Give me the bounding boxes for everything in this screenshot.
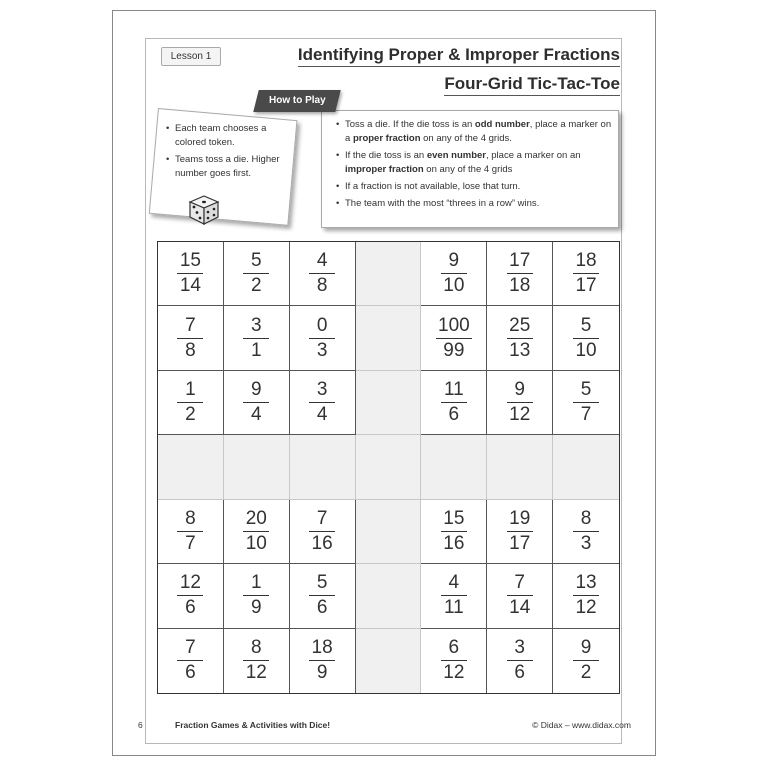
fraction-numerator: 20 <box>243 509 269 532</box>
grid-cell <box>290 306 356 370</box>
grid-cell <box>290 500 356 564</box>
how-to-play-label: How to Play <box>268 95 326 106</box>
right-rule-item <box>336 118 612 146</box>
grid-cell <box>487 242 553 306</box>
fraction-numerator: 7 <box>309 509 335 532</box>
fraction-denominator: 3 <box>316 339 328 361</box>
fraction <box>309 251 335 296</box>
fraction-denominator: 11 <box>443 597 464 619</box>
fraction <box>441 380 467 425</box>
page-number: 6 <box>138 720 143 730</box>
grid-cell <box>553 371 619 435</box>
fraction <box>507 509 533 554</box>
fraction <box>177 509 203 554</box>
grid-cell <box>553 242 619 306</box>
right-rules-list <box>336 118 612 214</box>
fraction-denominator: 2 <box>250 275 262 297</box>
rule-text-post: on any of the 4 grids. <box>420 133 512 144</box>
grid-cell <box>224 564 290 628</box>
fraction-denominator: 10 <box>245 532 267 554</box>
fraction-numerator: 4 <box>309 251 335 274</box>
right-rule-item <box>336 197 612 211</box>
grid-cell <box>421 242 487 306</box>
fraction-denominator: 18 <box>509 275 531 297</box>
fraction <box>507 316 533 361</box>
grid-cell <box>224 500 290 564</box>
fraction-numerator: 3 <box>309 380 335 403</box>
grid-blank-cell <box>356 242 422 306</box>
grid-cell <box>553 500 619 564</box>
fraction-numerator: 5 <box>309 573 335 596</box>
grid-cell <box>487 564 553 628</box>
fraction <box>507 251 533 296</box>
grid-blank-cell <box>553 435 619 499</box>
fraction <box>573 509 599 554</box>
fraction <box>309 509 335 554</box>
fraction-denominator: 16 <box>311 532 333 554</box>
fraction-numerator: 12 <box>177 573 203 596</box>
grid-cell <box>421 500 487 564</box>
fraction <box>573 638 599 683</box>
fraction-denominator: 13 <box>509 339 531 361</box>
rule-text-pre: If the die toss is an <box>345 150 427 161</box>
left-rule-item: • Each team chooses a colored token. <box>166 122 294 150</box>
fraction <box>243 509 269 554</box>
grid-cell <box>553 629 619 693</box>
grid-blank-cell <box>356 564 422 628</box>
fraction <box>573 251 599 296</box>
fraction-denominator: 3 <box>580 532 592 554</box>
grid-cell <box>158 306 224 370</box>
fraction <box>309 638 335 683</box>
fraction <box>243 251 269 296</box>
fraction-numerator: 6 <box>441 638 467 661</box>
grid-cell <box>553 564 619 628</box>
rule-text-bold2: improper fraction <box>345 164 424 175</box>
fraction-numerator: 0 <box>309 316 335 339</box>
fraction <box>507 573 533 618</box>
rule-text-post: on any of the 4 grids <box>423 164 513 175</box>
fraction <box>441 251 467 296</box>
grid-cell <box>487 500 553 564</box>
fraction <box>243 380 269 425</box>
fraction-numerator: 9 <box>573 638 599 661</box>
fraction-denominator: 12 <box>443 662 465 684</box>
fraction-denominator: 14 <box>179 275 201 297</box>
fraction-denominator: 6 <box>185 662 196 684</box>
fraction-numerator: 18 <box>309 638 335 661</box>
how-to-play-tab <box>253 90 340 112</box>
page-subtitle: Four-Grid Tic-Tac-Toe <box>444 74 620 96</box>
fraction-numerator: 18 <box>573 251 599 274</box>
fraction-numerator: 3 <box>243 316 269 339</box>
rule-text-pre: The team with the most “threes in a row” wins. <box>345 198 540 209</box>
fraction-denominator: 7 <box>580 404 592 426</box>
lesson-label: Lesson 1 <box>161 47 221 66</box>
page-title: Identifying Proper & Improper Fractions <box>298 45 620 67</box>
fraction-numerator: 5 <box>573 380 599 403</box>
fraction <box>243 638 269 683</box>
fraction-numerator: 13 <box>573 573 599 596</box>
fraction-numerator: 9 <box>243 380 269 403</box>
grid-blank-cell <box>356 435 422 499</box>
fraction-numerator: 1 <box>243 573 269 596</box>
fraction <box>177 573 203 618</box>
grid-cell <box>224 629 290 693</box>
grid-cell <box>290 242 356 306</box>
fraction-numerator: 19 <box>507 509 533 532</box>
fraction <box>309 573 335 618</box>
left-rules-list <box>166 122 294 184</box>
grid-blank-cell <box>356 306 422 370</box>
grid-cell <box>290 629 356 693</box>
fraction-numerator: 9 <box>507 380 533 403</box>
fraction-denominator: 99 <box>443 339 465 361</box>
book-title: Fraction Games & Activities with Dice! <box>175 720 331 730</box>
rule-text-pre: Toss a die. If the die toss is an <box>345 119 475 130</box>
grid-cell <box>158 564 224 628</box>
fraction <box>177 380 203 425</box>
fraction <box>507 380 533 425</box>
fraction-denominator: 17 <box>509 532 531 554</box>
fraction-numerator: 11 <box>441 380 467 403</box>
fraction-denominator: 10 <box>443 275 465 297</box>
fraction-numerator: 15 <box>441 509 467 532</box>
fraction <box>243 316 269 361</box>
fraction-numerator: 8 <box>573 509 599 532</box>
copyright: © Didax – www.didax.com <box>532 720 631 730</box>
fraction-numerator: 15 <box>177 251 203 274</box>
grid-cell <box>487 306 553 370</box>
rule-text-bold: even number <box>426 150 486 161</box>
fraction <box>441 573 467 618</box>
right-rule-item <box>336 149 612 177</box>
grid-cell <box>158 242 224 306</box>
fraction-numerator: 4 <box>441 573 467 596</box>
fraction-numerator: 7 <box>177 638 203 661</box>
grid-cell <box>421 306 487 370</box>
fraction-denominator: 16 <box>443 532 465 554</box>
grid-blank-cell <box>356 500 422 564</box>
fraction <box>573 573 599 618</box>
right-rule-item <box>336 180 612 194</box>
fraction <box>441 509 467 554</box>
fraction <box>177 638 203 683</box>
grid-cell <box>487 371 553 435</box>
fraction <box>177 251 203 296</box>
grid-blank-cell <box>487 435 553 499</box>
left-rule-item: • Teams toss a die. Higher number goes first. <box>166 153 294 181</box>
fraction-numerator: 25 <box>507 316 533 339</box>
fraction-denominator: 1 <box>250 339 262 361</box>
fraction-numerator: 17 <box>507 251 533 274</box>
fraction <box>177 316 203 361</box>
grid-cell <box>158 629 224 693</box>
fraction <box>436 316 472 361</box>
grid-cell <box>224 242 290 306</box>
fraction-denominator: 9 <box>316 662 328 684</box>
fraction-denominator: 2 <box>185 404 196 426</box>
grid-blank-cell <box>290 435 356 499</box>
grid-blank-cell <box>356 629 422 693</box>
fraction-denominator: 6 <box>185 597 196 619</box>
grid-cell <box>421 629 487 693</box>
grid-cell <box>158 500 224 564</box>
fraction-denominator: 4 <box>250 404 262 426</box>
fraction-denominator: 6 <box>448 404 460 426</box>
fraction <box>309 316 335 361</box>
grid-cell <box>224 306 290 370</box>
fraction-denominator: 14 <box>509 597 531 619</box>
tic-tac-toe-grid <box>157 241 620 694</box>
fraction <box>507 638 533 683</box>
grid-blank-cell <box>158 435 224 499</box>
fraction-numerator: 5 <box>243 251 269 274</box>
fraction-denominator: 12 <box>575 597 597 619</box>
grid-cell <box>553 306 619 370</box>
rule-text-bold: odd number <box>474 119 530 130</box>
fraction-numerator: 3 <box>507 638 533 661</box>
fraction-numerator: 9 <box>441 251 467 274</box>
grid-blank-cell <box>421 435 487 499</box>
fraction-denominator: 6 <box>514 662 525 684</box>
grid-cell <box>487 629 553 693</box>
fraction-denominator: 12 <box>245 662 267 684</box>
grid-cell <box>290 371 356 435</box>
fraction-denominator: 2 <box>580 662 592 684</box>
rule-text-mid: , place a marker on a <box>345 119 612 144</box>
fraction-denominator: 8 <box>316 275 328 297</box>
grid-blank-cell <box>356 371 422 435</box>
fraction-numerator: 1 <box>177 380 203 403</box>
rule-text-pre: If a fraction is not available, lose that turn. <box>345 181 521 192</box>
fraction <box>441 638 467 683</box>
grid-cell <box>158 371 224 435</box>
fraction-denominator: 9 <box>250 597 262 619</box>
die-icon <box>186 190 222 226</box>
fraction-numerator: 8 <box>243 638 269 661</box>
fraction-denominator: 10 <box>575 339 597 361</box>
fraction-numerator: 100 <box>436 316 472 339</box>
grid-cell <box>290 564 356 628</box>
rule-text-bold2: proper fraction <box>352 133 421 144</box>
grid-blank-cell <box>224 435 290 499</box>
fraction-denominator: 12 <box>509 404 531 426</box>
fraction-denominator: 7 <box>185 532 196 554</box>
fraction-denominator: 8 <box>185 339 196 361</box>
rule-text-mid: , place a marker on an <box>486 150 581 161</box>
grid-cell <box>421 564 487 628</box>
fraction <box>573 380 599 425</box>
fraction <box>309 380 335 425</box>
fraction-numerator: 8 <box>177 509 203 532</box>
fraction-denominator: 17 <box>575 275 597 297</box>
grid-cell <box>421 371 487 435</box>
fraction-numerator: 7 <box>507 573 533 596</box>
fraction-denominator: 6 <box>316 597 328 619</box>
grid-cell <box>224 371 290 435</box>
fraction <box>573 316 599 361</box>
fraction-numerator: 7 <box>177 316 203 339</box>
fraction-denominator: 4 <box>316 404 328 426</box>
fraction <box>243 573 269 618</box>
fraction-numerator: 5 <box>573 316 599 339</box>
